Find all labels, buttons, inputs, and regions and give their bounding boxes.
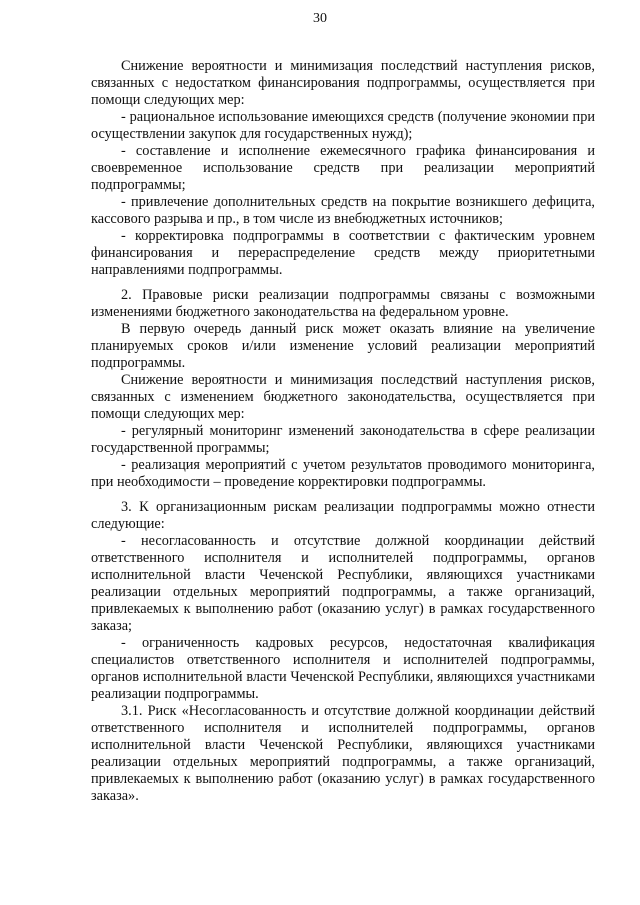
paragraph-legal-risks: 2. Правовые риски реализации подпрограммы связаны с возможными изменениями бюджетного законодательства на федеральном уровне. [91,287,595,320]
list-item-limited-staff: - ограниченность кадровых ресурсов, недостаточная квалификация специалистов ответственного исполнителя и исполнителей подпрограммы, органов исполнительной власти Чеченской Республики, являющихся участниками реализации подпрограммы. [91,635,595,702]
list-item-monitoring-implementation: - реализация мероприятий с учетом результатов проводимого мониторинга, при необходимости – проведение корректировки подпрограммы. [91,457,595,490]
list-item-rational-use: - рациональное использование имеющихся средств (получение экономии при осуществлении закупок для государственных нужд); [91,109,595,142]
paragraph-financing-risk-intro: Снижение вероятности и минимизация последствий наступления рисков, связанных с недостатком финансирования подпрограммы, осуществляется при помощи следующих мер: [91,58,595,108]
paragraph-legal-risk-impact: В первую очередь данный риск может оказать влияние на увеличение планируемых сроков и/или изменение условий реализации мероприятий подпрограммы. [91,321,595,371]
list-item-additional-funds: - привлечение дополнительных средств на покрытие возникшего дефицита, кассового разрыва и пр., в том числе из внебюджетных источников; [91,194,595,227]
document-body [91,58,595,805]
list-item-monthly-schedule: - составление и исполнение ежемесячного графика финансирования и своевременное использование средств при реализации мероприятий подпрограммы; [91,143,595,193]
list-item-program-adjustment: - корректировка подпрограммы в соответствии с фактическим уровнем финансирования и перераспределение средств между приоритетными направлениями подпрограммы. [91,228,595,278]
page-number: 30 [313,11,327,26]
paragraph-organizational-risks: 3. К организационным рискам реализации подпрограммы можно отнести следующие: [91,499,595,532]
list-item-lack-of-coordination: - несогласованность и отсутствие должной координации действий ответственного исполнителя и исполнителей подпрограммы, органов исполнительной власти Чеченской Республики, являющихся участниками реализации отдельных мероприятий подпрограммы, а также организаций, привлекаемых к выполнению работ (оказанию услуг) в рамках государственного заказа; [91,533,595,634]
list-item-monitoring: - регулярный мониторинг изменений законодательства в сфере реализации государственной программы; [91,423,595,456]
paragraph-risk-3-1: 3.1. Риск «Несогласованность и отсутствие должной координации действий ответственного исполнителя и исполнителей подпрограммы, органов исполнительной власти Чеченской Республики, являющихся участниками реализации отдельных мероприятий подпрограммы, а также организаций, привлекаемых к выполнению работ (оказанию услуг) в рамках государственного заказа». [91,703,595,804]
paragraph-legal-risk-mitigation: Снижение вероятности и минимизация последствий наступления рисков, связанных с изменением бюджетного законодательства, осуществляется при помощи следующих мер: [91,372,595,422]
